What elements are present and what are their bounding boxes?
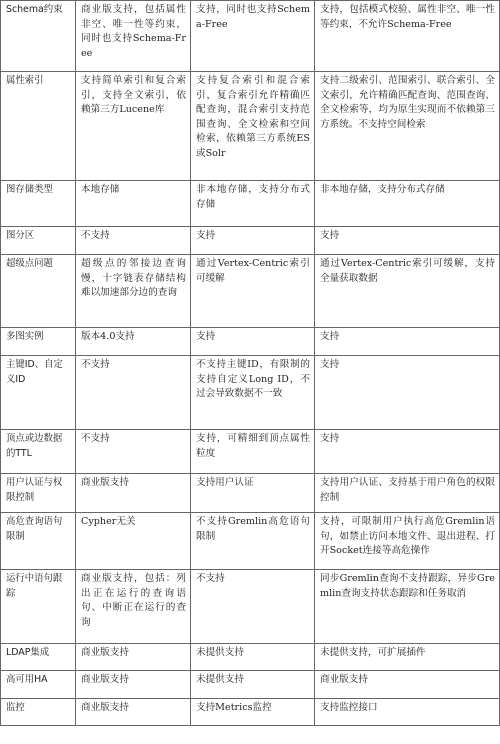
hugegraph-cell: 通过Vertex-Centric索引可缓解，支持全量获取数据 — [315, 255, 500, 328]
neo4j-cell: 商业版支持 — [76, 474, 191, 513]
feature-cell: 高可用HA — [1, 671, 76, 699]
feature-cell: 监控 — [1, 699, 76, 726]
neo4j-cell: 商业版支持，包括属性非空、唯一性等约束，同时也支持Schema-Free — [76, 1, 191, 72]
janusgraph-cell: 支持复合索引和混合索引，复合索引允许精确匹配查询，混合索引支持范围查询、全文检索和空间检索，依赖第三方系统ES或Solr — [191, 72, 315, 181]
feature-cell: 多图实例 — [1, 328, 76, 356]
feature-cell: 属性索引 — [1, 72, 76, 181]
table-row — [1, 513, 500, 570]
hugegraph-cell: 支持，包括模式校验、属性非空、唯一性等约束，不允许Schema-Free — [315, 1, 500, 72]
neo4j-cell: 支持简单索引和复合索引，支持全文索引，依赖第三方Lucene库 — [76, 72, 191, 181]
table-row — [1, 671, 500, 699]
table-row — [1, 1, 500, 72]
table-row — [1, 227, 500, 255]
neo4j-cell: Cypher无关 — [76, 513, 191, 570]
table-row — [1, 699, 500, 726]
feature-cell: LDAP集成 — [1, 644, 76, 671]
table-row — [1, 328, 500, 356]
janusgraph-cell: 支持 — [191, 328, 315, 356]
feature-cell: 用户认证与权限控制 — [1, 474, 76, 513]
janusgraph-cell: 未提供支持 — [191, 644, 315, 671]
table-row — [1, 570, 500, 644]
feature-cell: 图分区 — [1, 227, 76, 255]
feature-cell: 运行中语句跟踪 — [1, 570, 76, 644]
neo4j-cell: 本地存储 — [76, 181, 191, 227]
neo4j-cell: 不支持 — [76, 356, 191, 430]
janusgraph-cell: 不支持Gremlin高危语句限制 — [191, 513, 315, 570]
janusgraph-cell: 支持 — [191, 227, 315, 255]
table-row — [1, 356, 500, 430]
hugegraph-cell: 同步Gremlin查询不支持跟踪，异步Gremlin查询支持状态跟踪和任务取消 — [315, 570, 500, 644]
neo4j-cell: 商业版支持 — [76, 699, 191, 726]
feature-cell: 主键ID、自定义ID — [1, 356, 76, 430]
feature-cell: 图存储类型 — [1, 181, 76, 227]
hugegraph-cell: 支持二级索引、范围索引、联合索引、全文索引，允许精确匹配查询、范围查询、全文检索等，均为原生实现而不依赖第三方系统。不支持空间检索 — [315, 72, 500, 181]
janusgraph-cell: 未提供支持 — [191, 671, 315, 699]
feature-cell: 超级点问题 — [1, 255, 76, 328]
neo4j-cell: 商业版支持 — [76, 671, 191, 699]
neo4j-cell: 超级点的邻接边查询慢，十字链表存储结构难以加速部分边的查询 — [76, 255, 191, 328]
janusgraph-cell: 支持，可精细到顶点属性粒度 — [191, 430, 315, 474]
hugegraph-cell: 支持用户认证、支持基于用户角色的权限控制 — [315, 474, 500, 513]
neo4j-cell: 商业版支持，包括：列出正在运行的查询语句、中断正在运行的查询 — [76, 570, 191, 644]
table-row — [1, 255, 500, 328]
hugegraph-cell: 未提供支持，可扩展插件 — [315, 644, 500, 671]
janusgraph-cell: 非本地存储，支持分布式存储 — [191, 181, 315, 227]
table-row — [1, 474, 500, 513]
neo4j-cell: 不支持 — [76, 430, 191, 474]
hugegraph-cell: 支持 — [315, 328, 500, 356]
hugegraph-cell: 非本地存储，支持分布式存储 — [315, 181, 500, 227]
janusgraph-cell: 不支持主键ID，有限制的支持自定义Long ID，不过会导致数据不一致 — [191, 356, 315, 430]
hugegraph-cell: 支持监控接口 — [315, 699, 500, 726]
feature-cell: 高危查询语句限制 — [1, 513, 76, 570]
table-row — [1, 644, 500, 671]
hugegraph-cell: 支持 — [315, 356, 500, 430]
janusgraph-cell: 支持用户认证 — [191, 474, 315, 513]
janusgraph-cell: 不支持 — [191, 570, 315, 644]
hugegraph-cell: 支持 — [315, 227, 500, 255]
neo4j-cell: 不支持 — [76, 227, 191, 255]
janusgraph-cell: 支持Metrics监控 — [191, 699, 315, 726]
hugegraph-cell: 支持，可限制用户执行高危Gremlin语句，如禁止访问本地文件、退出进程、打开Socket连接等高危操作 — [315, 513, 500, 570]
janusgraph-cell: 支持，同时也支持Schema-Free — [191, 1, 315, 72]
hugegraph-cell: 商业版支持 — [315, 671, 500, 699]
neo4j-cell: 版本4.0支持 — [76, 328, 191, 356]
hugegraph-cell: 支持 — [315, 430, 500, 474]
janusgraph-cell: 通过Vertex-Centric索引可缓解 — [191, 255, 315, 328]
feature-cell: Schema约束 — [1, 1, 76, 72]
neo4j-cell: 商业版支持 — [76, 644, 191, 671]
table-row — [1, 181, 500, 227]
feature-cell: 顶点或边数据的TTL — [1, 430, 76, 474]
table-row — [1, 72, 500, 181]
table-row — [1, 430, 500, 474]
